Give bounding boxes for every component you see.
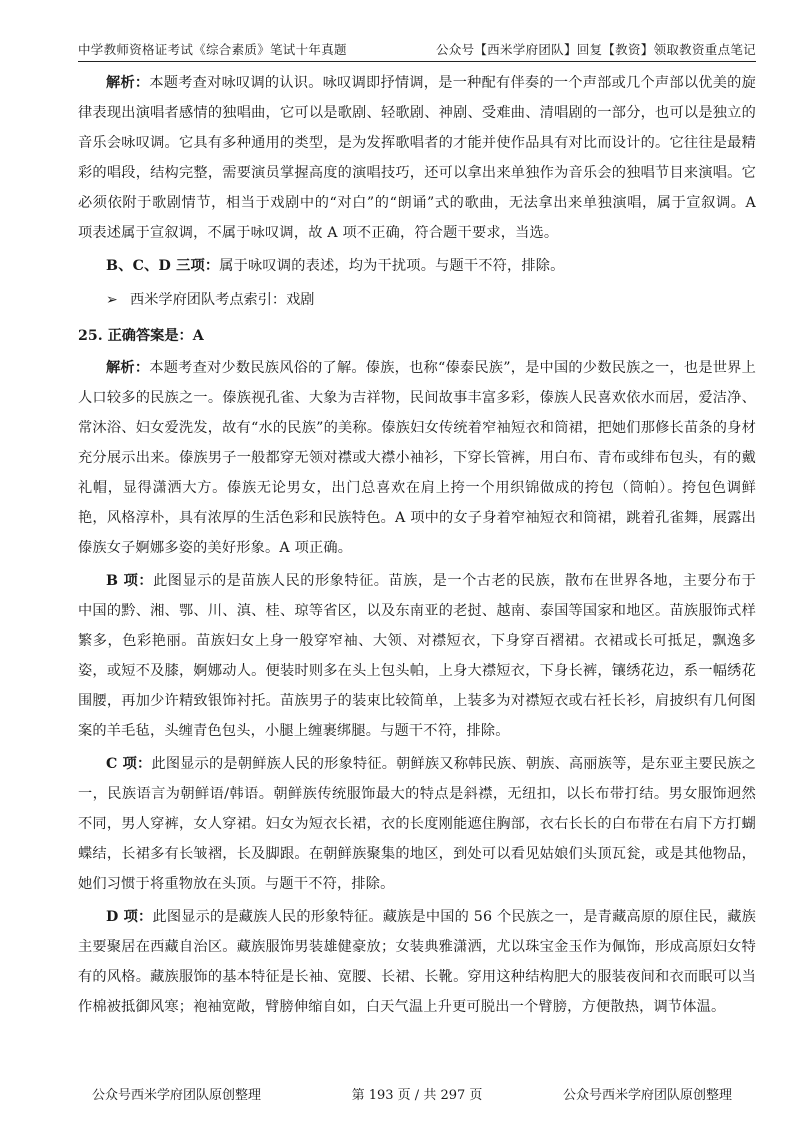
question-answer-heading: 25. 正确答案是：A (78, 328, 204, 344)
paragraph-text: 属于咏叹调的表述，均为干扰项。与题干不符，排除。 (219, 258, 565, 274)
paragraph-option-d (78, 902, 756, 1022)
paragraph-label: B 项： (106, 573, 154, 589)
paragraph-option-b (78, 566, 756, 746)
page-number: 第 193 页 / 共 297 页 (351, 1088, 483, 1103)
paragraph-text: 此图显示的是藏族人民的形象特征。藏族是中国的 56 个民族之一，是青藏高原的原住民，藏族主要聚居在西藏自治区。藏族服饰男装雄健豪放；女装典雅潇洒，尤以珠宝金玉作为佩饰，形成高原妇女特有的风格。藏族服饰的基本特征是长袖、宽腰、长裙、长靴。穿用这种结构肥大的服装夜间和衣而眠可以当作棉被抵御风寒；袍袖宽敞，臂膀伸缩自如，白天气温上升更可脱出一个臂膀，方便散热，调节体温。 (78, 909, 756, 1015)
paragraph-label: B、C、D 三项： (106, 258, 220, 274)
page-footer (78, 1084, 756, 1106)
footer-left-credit: 公众号西米学府团队原创整理 (92, 1088, 262, 1103)
paragraph-text: 此图显示的是苗族人民的形象特征。苗族，是一个古老的民族，散布在世界各地，主要分布于中国的黔、湘、鄂、川、滇、桂、琼等省区，以及东南亚的老挝、越南、泰国等国家和地区。苗族服饰式样繁多，色彩艳丽。苗族妇女上身一般穿窄袖、大领、对襟短衣，下身穿百褶裙。衣裙或长可抵足，飘逸多姿，或短不及膝，婀娜动人。便装时则多在头上包头帕，上身大襟短衣，下身长裤，镶绣花边，系一幅绣花围腰，再加少许精致银饰衬托。苗族男子的装束比较简单，上装多为对襟短衣或右衽长衫，肩披织有几何图案的羊毛毡，头缠青色包头，小腿上缠裹绑腿。与题干不符，排除。 (78, 573, 757, 739)
paragraph-option-c (78, 749, 756, 899)
paragraph-analysis-25 (78, 353, 756, 563)
paragraph-label: C 项： (106, 756, 152, 772)
paragraph-label: 解析： (106, 360, 150, 376)
page-header (78, 40, 756, 62)
paragraph-analysis-24 (78, 68, 756, 248)
paragraph-label: 解析： (106, 75, 150, 91)
page-content (78, 68, 756, 1025)
paragraph-bcd (78, 251, 756, 281)
header-left-title: 中学教师资格证考试《综合素质》笔试十年真题 (78, 42, 347, 57)
header-rule (78, 61, 756, 62)
footer-right-credit: 公众号西米学府团队原创整理 (562, 1088, 732, 1103)
paragraph-text: 本题考查对咏叹调的认识。咏叹调即抒情调，是一种配有伴奏的一个声部或几个声部以优美的旋律表现出演唱者感情的独唱曲，它可以是歌剧、轻歌剧、神剧、受难曲、清唱剧的一部分，也可以是独立的音乐会咏叹调。它具有多种通用的类型，是为发挥歌唱者的才能并使作品具有对比而设计的。它往往是最精彩的唱段，结构完整，需要演员掌握高度的演唱技巧，还可以拿出来单独作为音乐会的独唱节目来演唱。它必须依附于歌剧情节，相当于戏剧中的“对白”的“朗诵”式的歌曲，无法拿出来单独演唱，属于宣叙调。A 项表述属于宣叙调，不属于咏叹调，故 A 项不正确，符合题干要求，当选。 (78, 75, 756, 241)
topic-index-text: 西米学府团队考点索引：戏剧 (130, 292, 315, 308)
paragraph-text: 此图显示的是朝鲜族人民的形象特征。朝鲜族又称韩民族、朝族、高丽族等，是东亚主要民族之一，民族语言为朝鲜语/韩语。朝鲜族传统服饰最大的特点是斜襟，无纽扣，以长布带打结。男女服饰迥然不同，男人穿裤，女人穿裙。妇女为短衣长裙，衣的长度刚能遮住胸部，衣右长长的白布带在右肩下方打蝴蝶结，长裙多有长皱褶，长及脚跟。在朝鲜族聚集的地区，到处可以看见姑娘们头顶瓦瓮，或是其他物品，她们习惯于将重物放在头顶。与题干不符，排除。 (78, 756, 757, 892)
arrow-bullet-icon: ➢ (106, 292, 118, 308)
topic-index (78, 285, 756, 315)
paragraph-label: D 项： (106, 909, 153, 925)
paragraph-text: 本题考查对少数民族风俗的了解。傣族，也称“傣泰民族”，是中国的少数民族之一，也是世界上人口较多的民族之一。傣族视孔雀、大象为吉祥物，民间故事丰富多彩，傣族人民喜欢依水而居，爱洁净、常沐浴、妇女爱洗发，故有“水的民族”的美称。傣族妇女传统着窄袖短衣和筒裙，把她们那修长苗条的身材充分展示出来。傣族男子一般都穿无领对襟或大襟小袖衫，下穿长管裤，用白布、青布或绯布包头，有的戴礼帽，显得潇洒大方。傣族无论男女，出门总喜欢在肩上挎一个用织锦做成的挎包（筒帕）。挎包色调鲜艳，风格淳朴，具有浓厚的生活色彩和民族特色。A 项中的女子身着窄袖短衣和筒裙，跳着孔雀舞，展露出傣族女子婀娜多姿的美好形象。A 项正确。 (78, 360, 757, 556)
header-right-note: 公众号【西米学府团队】回复【教资】领取教资重点笔记 (435, 42, 756, 57)
